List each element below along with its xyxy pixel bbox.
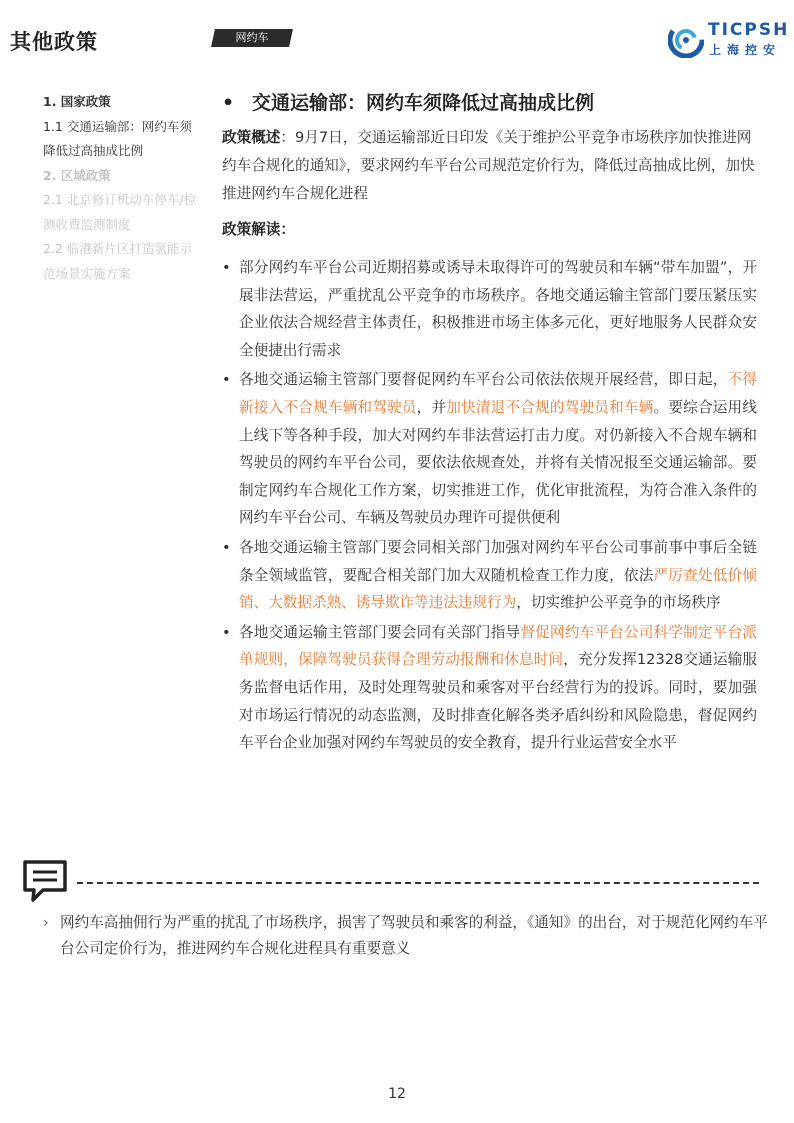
bullet-icon: •	[222, 371, 231, 389]
overview-label: 政策概述	[222, 129, 281, 146]
section-heading-text: 交通运输部：网约车须降低过高抽成比例	[252, 92, 595, 114]
chevron-right-icon: ›	[43, 915, 49, 931]
toc-item[interactable]: 2.2 临港新片区打造氢能示范场景实施方案	[43, 241, 192, 281]
bullet-icon: •	[222, 259, 231, 276]
toc-item[interactable]: 2.1 北京修订机动车停车/检测收费监测制度	[43, 192, 197, 232]
highlight-text: 不得新接入不合规车辆和驾驶员	[239, 371, 757, 416]
logo-subtitle: 上海控安	[709, 43, 782, 57]
comment-icon	[21, 858, 69, 904]
body-text: ，充分发挥12328交通运输服务监督电话作用，及时处理驾驶员和乘客对平台经营行为的投诉。同时，要加强对市场运行情况的动态监测，及时排查化解各类矛盾纠纷和风险隐患，督促网约车平台企业加强对网约车驾驶员的安全教育，提升行业运营安全水平	[239, 651, 757, 752]
logo-swirl-icon	[668, 22, 704, 58]
category-tag: 网约车	[235, 31, 269, 44]
interpretation-item	[222, 619, 757, 757]
toc-item[interactable]: 2. 区域政策	[43, 167, 111, 183]
conclusion	[43, 910, 776, 962]
highlight-text: 督促网约车平台公司科学制定平台派单规则，保障驾驶员获得合理劳动报酬和休息时间	[239, 623, 757, 669]
page-number: 12	[388, 1086, 406, 1102]
section-heading	[222, 86, 757, 120]
logo	[668, 20, 788, 60]
interpretation-item	[222, 534, 757, 617]
page-title: 其他政策	[10, 30, 98, 54]
toc-item[interactable]: 1.1 交通运输部：网约车须降低过高抽成比例	[43, 118, 192, 158]
body-text: 各地交通运输主管部门要会同相关部门加强对网约车平台公司事前事中事后全链条全领域监管，要配合相关部门加大双随机检查工作力度，依法	[239, 538, 757, 584]
logo-name: TICPSH	[708, 20, 790, 40]
highlight-text: 严厉查处低价倾销、大数据杀熟、诱导欺诈等违法违规行为	[239, 566, 757, 612]
divider	[77, 882, 759, 884]
main-content	[222, 86, 757, 759]
overview-text: ：9月7日，交通运输部近日印发《关于维护公平竞争市场秩序加快推进网约车合规化的通知》，要求网约车平台公司规范定价行为，降低过高抽成比例，加快推进网约车合规化进程	[222, 129, 755, 202]
policy-overview	[222, 124, 757, 208]
bullet-icon: •	[222, 623, 231, 641]
interpretation-item	[222, 366, 757, 532]
table-of-contents	[43, 90, 203, 286]
interpretation-label: 政策解读：	[222, 221, 295, 238]
body-text: 各地交通运输主管部门要会同有关部门指导	[239, 623, 521, 641]
conclusion-text: 网约车高抽佣行为严重的扰乱了市场秩序，损害了驾驶员和乘客的利益，《通知》的出台，对于规范化网约车平台公司定价行为，推进网约车合规化进程具有重要意义	[60, 914, 768, 957]
highlight-text: 加快清退不合规的驾驶员和车辆	[446, 398, 654, 416]
body-text: 部分网约车平台公司近期招募或诱导未取得许可的驾驶员和车辆“带车加盟”，开展非法营运，严重扰乱公平竞争的市场秩序。各地交通运输主管部门要压紧压实企业依法合规经营主体责任，积极推进市场主体多元化，更好地服务人民群众安全便捷出行需求	[239, 259, 757, 359]
body-text: ，并	[416, 398, 447, 416]
bullet-icon: •	[222, 538, 231, 556]
toc-item[interactable]: 1. 国家政策	[43, 94, 111, 109]
interpretation-list	[222, 254, 757, 757]
bullet-icon: •	[222, 92, 235, 114]
interpretation-item	[222, 254, 757, 364]
body-text: 各地交通运输主管部门要督促网约车平台公司依法依规开展经营，即日起，	[239, 371, 728, 389]
body-text: ，切实维护公平竞争的市场秩序	[516, 594, 721, 612]
body-text: 。要综合运用线上线下等各种手段，加大对网约车非法营运打击力度。对仍新接入不合规车辆和驾驶员的网约车平台公司，要依法依规查处，并将有关情况报至交通运输部。要制定网约车合规化工作方案，切实推进工作，优化审批流程，为符合准入条件的网约车平台公司、车辆及驾驶员办理许可提供便利	[239, 398, 757, 527]
